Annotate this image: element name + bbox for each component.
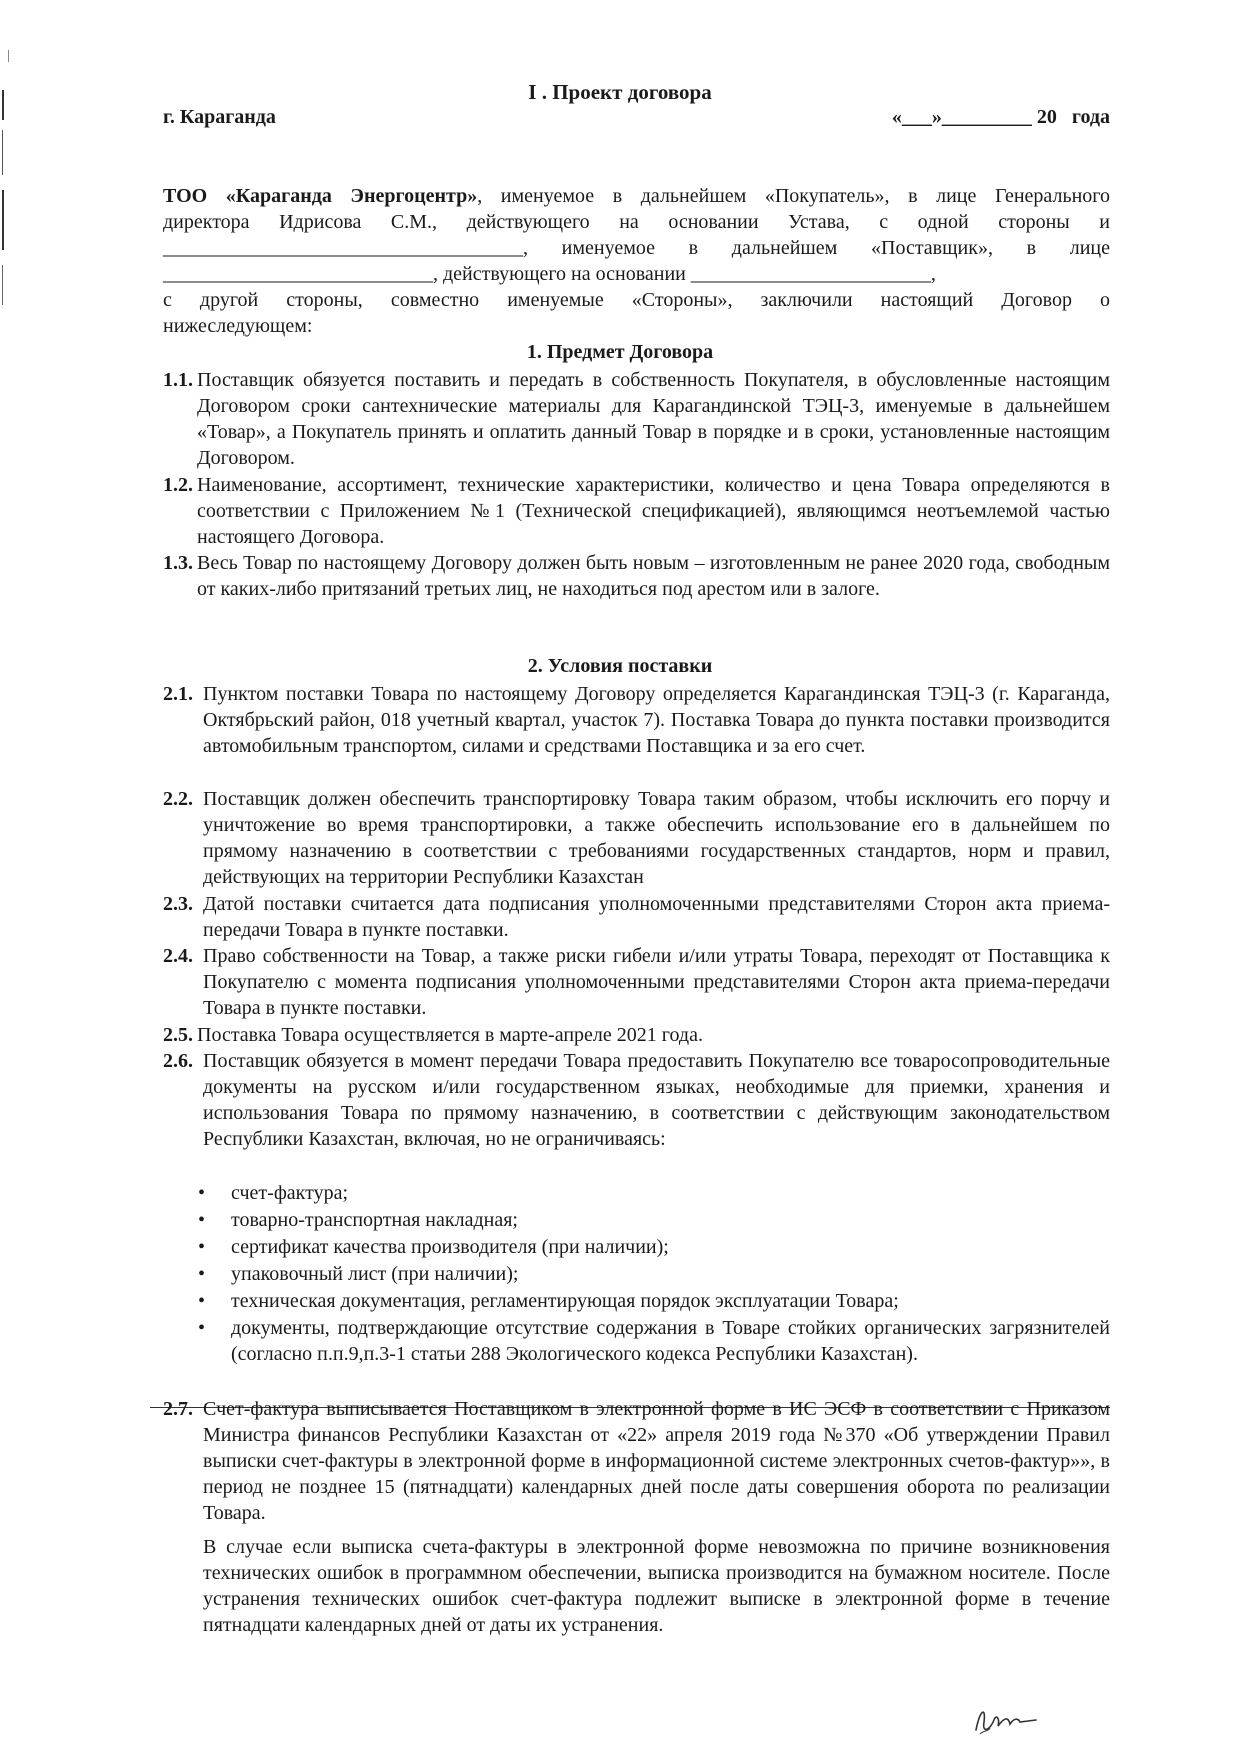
clause-1-2 bbox=[163, 472, 1110, 550]
clause-1-3 bbox=[163, 550, 1110, 602]
clause-2-7-paragraph: В случае если выписка счета-фактуры в электронной форме невозможна по причине возникновения технических ошибок в программном обеспечении, выписка производится на бумажном носителе. После устранения технических ошибок счет-фактура подлежит выписке в электронной форме в течение пятнадцати календарных дней от даты их устранения. bbox=[203, 1536, 1110, 1636]
clause-2-6 bbox=[163, 1048, 1110, 1152]
clause-text: Поставщик обязуется в момент передачи Товара предоставить Покупателю все товаросопроводительные документы на русском и/или государственном языках, необходимые для приемки, хранения и использования Товара по прямому назначению, в соответствии с действующим законодательством Республики Казахстан, включая, но не ограничиваясь: bbox=[203, 1050, 1110, 1150]
list-item-text: документы, подтверждающие отсутствие содержания в Товаре стойких органических загрязнителей (согласно п.п.9,п.3-1 статьи 288 Экологического кодекса Республики Казахстан). bbox=[231, 1317, 1110, 1365]
clause-text: Весь Товар по настоящему Договору должен быть новым – изготовленным не ранее 2020 года, свободным от каких-либо притязаний третьих лиц, не находиться под арестом или в залоге. bbox=[197, 552, 1110, 600]
list-item bbox=[195, 1180, 1110, 1206]
clause-text: Датой поставки считается дата подписания уполномоченными представителями Сторон акта приема-передачи Товара в пункте поставки. bbox=[203, 893, 1110, 941]
clause-2-5 bbox=[163, 1022, 1110, 1048]
required-documents-list bbox=[195, 1180, 1110, 1368]
intro-line-4: ___________________________, действующего на основании ________________________, bbox=[163, 263, 936, 285]
clause-number: 2.6. bbox=[163, 1050, 193, 1072]
intro-line-5: с другой стороны, совместно именуемые «Стороны», заключили настоящий Договор о bbox=[163, 289, 1110, 311]
section-1-heading: 1. Предмет Договора bbox=[526, 341, 714, 363]
bullet-icon: • bbox=[198, 1263, 206, 1285]
intro-line-3: ____________________________________, именуемое в дальнейшем «Поставщик», в лице bbox=[163, 237, 1110, 259]
list-item-text: техническая документация, регламентирующая порядок эксплуатации Товара; bbox=[231, 1290, 899, 1312]
clause-number: 2.7. bbox=[163, 1398, 193, 1420]
contract-city: г. Караганда bbox=[163, 106, 276, 128]
list-item bbox=[195, 1207, 1110, 1233]
clause-number: 1.1. bbox=[163, 369, 193, 391]
bullet-icon: • bbox=[198, 1209, 206, 1231]
clause-text: Право собственности на Товар, а также риски гибели и/или утраты Товара, переходят от Поставщика к Покупателю с момента подписания уполномоченными представителями Сторон акта приема-передачи Товара в пункте поставки. bbox=[203, 945, 1110, 1019]
section-2-heading: 2. Условия поставки bbox=[527, 655, 713, 677]
intro-line-2: директора Идрисова С.М., действующего на основании Устава, с одной стороны и bbox=[163, 211, 1110, 233]
list-item bbox=[195, 1288, 1110, 1314]
bullet-icon: • bbox=[198, 1290, 206, 1312]
clause-text: Поставщик должен обеспечить транспортировку Товара таким образом, чтобы исключить его порчу и уничтожение во время транспортировки, а также обеспечить использование его в дальнейшем по прямому назначению в соответствии с требованиями государственных стандартов, норм и правил, действующих на территории Республики Казахстан bbox=[203, 788, 1110, 888]
clause-1-1 bbox=[163, 367, 1110, 471]
clause-2-4 bbox=[163, 943, 1110, 1021]
clause-number: 1.3. bbox=[163, 552, 193, 574]
list-item-text: товарно-транспортная накладная; bbox=[231, 1209, 518, 1231]
list-item bbox=[195, 1234, 1110, 1260]
handwritten-signature-icon bbox=[970, 1700, 1040, 1740]
clause-2-7 bbox=[163, 1396, 1110, 1526]
contract-date-blank: «___»_________ 20 года bbox=[891, 106, 1110, 128]
list-item-text: сертификат качества производителя (при наличии); bbox=[231, 1236, 669, 1258]
list-item-text: счет-фактура; bbox=[231, 1182, 349, 1204]
clause-2-1 bbox=[163, 681, 1110, 759]
clause-text: Наименование, ассортимент, технические характеристики, количество и цена Товара определяются в соответствии с Приложением №1 (Технической спецификацией), являющимся неотъемлемой частью настоящего Договора. bbox=[197, 474, 1110, 548]
bullet-icon: • bbox=[198, 1182, 206, 1204]
clause-number: 1.2. bbox=[163, 474, 193, 496]
clause-text: Поставщик обязуется поставить и передать в собственность Покупателя, в обусловленные настоящим Договором сроки сантехнические материалы для Карагандинской ТЭЦ-3, именуемые в дальнейшем «Товар», а Покупатель принять и оплатить данный Товар в порядке и в сроки, установленные настоящим Договором. bbox=[197, 369, 1110, 469]
list-item bbox=[195, 1261, 1110, 1287]
clause-number: 2.1. bbox=[163, 683, 193, 705]
clause-text: Пунктом поставки Товара по настоящему Договору определяется Карагандинская ТЭЦ-3 (г. Караганда, Октябрьский район, 018 учетный квартал, участок 7). Поставка Товара до пункта поставки производится автомобильным транспортом, силами и средствами Поставщика и за его счет. bbox=[203, 683, 1110, 757]
clause-number: 2.2. bbox=[163, 788, 193, 810]
list-item-text: упаковочный лист (при наличии); bbox=[231, 1263, 519, 1285]
clause-2-2 bbox=[163, 786, 1110, 890]
clause-text: Поставка Товара осуществляется в марте-апреле 2021 года. bbox=[197, 1024, 703, 1046]
clause-number: 2.4. bbox=[163, 945, 193, 967]
clause-number: 2.3. bbox=[163, 893, 193, 915]
intro-line-1: , именуемое в дальнейшем «Покупатель», в лице Генерального bbox=[477, 185, 1110, 207]
list-item bbox=[195, 1315, 1110, 1367]
intro-line-6: нижеследующем: bbox=[163, 315, 313, 337]
intro-paragraph bbox=[163, 183, 1110, 339]
clause-number: 2.5. bbox=[163, 1024, 193, 1046]
bullet-icon: • bbox=[198, 1317, 206, 1339]
document-title: I . Проект договора bbox=[528, 80, 712, 104]
clause-2-3 bbox=[163, 891, 1110, 943]
bullet-icon: • bbox=[198, 1236, 206, 1258]
buyer-company-name: ТОО «Караганда Энергоцентр» bbox=[163, 185, 478, 207]
clause-text: Счет-фактура выписывается Поставщиком в электронной форме в ИС ЭСФ в соответствии с Приказом Министра финансов Республики Казахстан от «22» апреля 2019 года №370 «Об утверждении Правил выписки счет-фактуры в электронной форме в информационной системе электронных счетов-фактур»», в период не позднее 15 (пятнадцати) календарных дней после даты совершения оборота по реализации Товара. bbox=[203, 1398, 1110, 1524]
